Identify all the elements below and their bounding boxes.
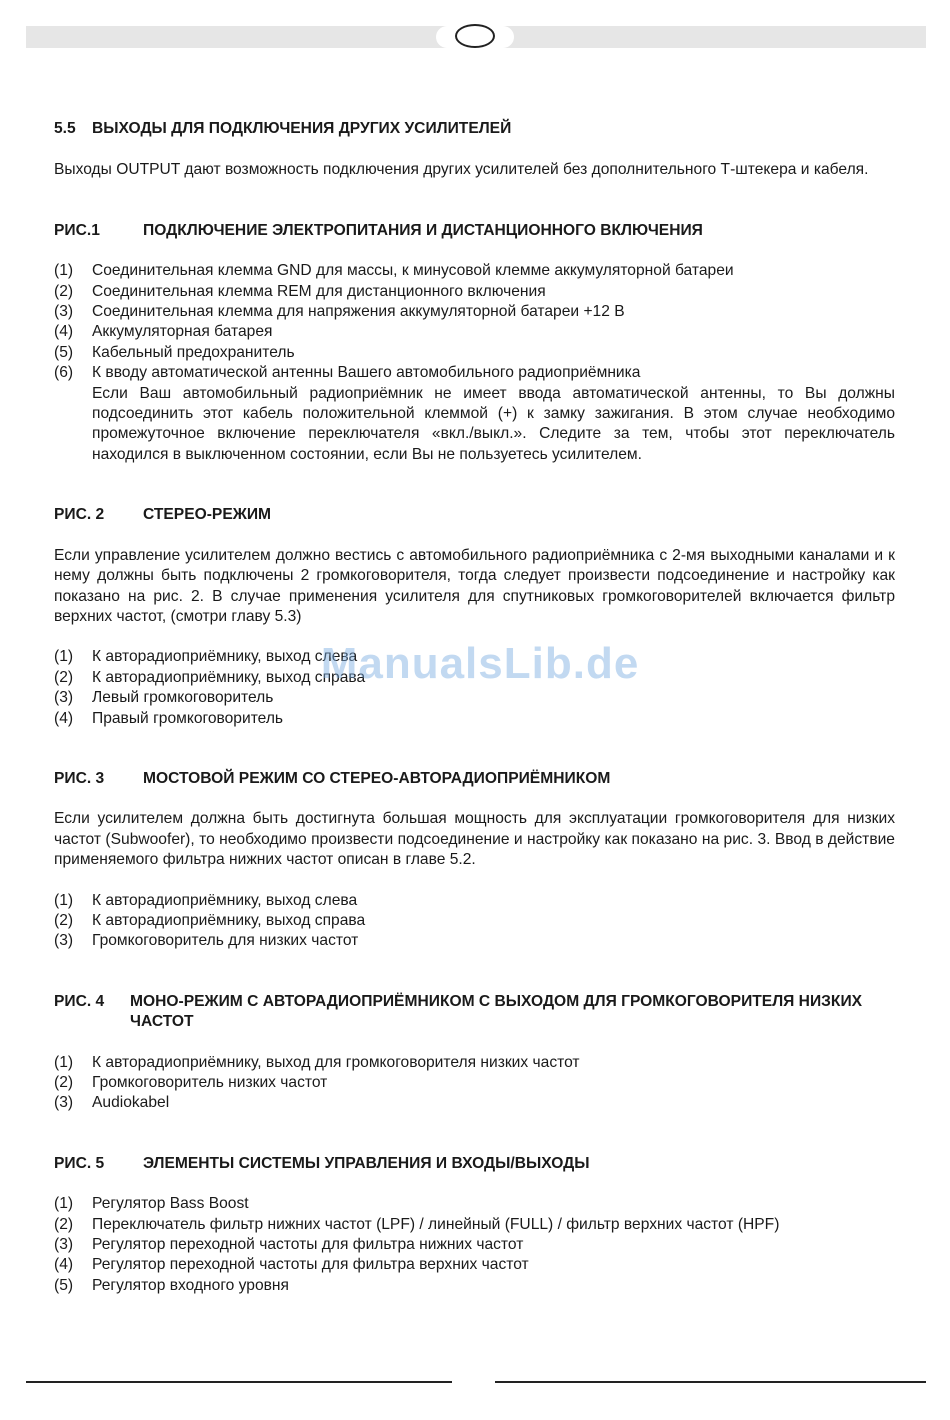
list-item: (1) Соединительная клемма GND для массы, к минусовой клемме аккумуляторной батареи [54,262,734,280]
list-item: (3) Audiokabel [54,1094,170,1112]
fig4-heading [54,992,895,1033]
fig4-list [54,1053,895,1114]
fig3-number: РИС. 3 [54,769,105,787]
fig3-paragraph: Если усилителем должна быть достигнута большая мощность для эксплуатации громкоговорителя для низких частот (Subwoofer), то необходимо произвести подсоединение и настройку как показано на рис. 3. Ввод в действие применяемого фильтра нижних частот описан в главе 5.2. [54,810,895,869]
fig3-title: МОСТОВОЙ РЕЖИМ СО СТЕРЕО-АВТОРАДИОПРИЁМНИКОМ [143,769,611,787]
list-item: (2) К авторадиоприёмнику, выход справа [54,911,366,929]
fig5-title: ЭЛЕМЕНТЫ СИСТЕМЫ УПРАВЛЕНИЯ И ВХОДЫ/ВЫХОДЫ [143,1154,590,1172]
fig4-title: МОНО-РЕЖИМ С АВТОРАДИОПРИЁМНИКОМ С ВЫХОДОМ ДЛЯ ГРОМКОГОВОРИТЕЛЯ НИЗКИХ ЧАСТОТ [130,992,863,1031]
list-item: (3) Регулятор переходной частоты для фильтра нижних частот [54,1236,524,1254]
section-5-5-heading [54,119,895,139]
list-item: (1) К авторадиоприёмнику, выход слева [54,891,358,909]
list-item: (1) К авторадиоприёмнику, выход слева [54,648,358,666]
section-5-5-paragraph: Выходы OUTPUT дают возможность подключения других усилителей без дополнительного Т-штекера и кабеля. [54,161,869,179]
fig1-note: Если Ваш автомобильный радиоприёмник не имеет ввода автоматической антенны, то Вы должны подсоединить этот кабель положительной клеммой (+) к замку зажигания. В этом случае необходимо промежуточное включение переключателя «вкл./выкл.». Следите за тем, чтобы этот переключатель находился в выключенном состоянии, если Вы не пользуетесь усилителем. [92,384,895,463]
fig5-list [54,1194,895,1296]
list-item: (2) Переключатель фильтр нижних частот (LPF) / линейный (FULL) / фильтр верхних частот (HPF) [54,1215,780,1233]
section-title: ВЫХОДЫ ДЛЯ ПОДКЛЮЧЕНИЯ ДРУГИХ УСИЛИТЕЛЕЙ [92,120,512,137]
fig2-heading [54,505,895,525]
fig2-paragraph: Если управление усилителем должно вестись с автомобильного радиоприёмника с 2-мя выходными каналами и к нему должны быть подключены 2 громкоговорителя, тогда следует произвести подсоединение и настройку как показано на рис. 2. В случае применения усилителя для спутниковых громкоговорителей включается фильтр верхних частот, (смотри главу 5.3) [54,546,895,625]
language-oval-badge [455,24,495,48]
header-bar-right [494,26,926,48]
footer-line-left [26,1381,452,1383]
page-content [54,119,895,1296]
list-item: (5) Регулятор входного уровня [54,1276,289,1294]
fig3-heading [54,769,895,789]
list-item: (2) Соединительная клемма REM для дистанционного включения [54,282,546,300]
fig2-title: СТЕРЕО-РЕЖИМ [143,506,272,524]
list-item: (4) Регулятор переходной частоты для фильтра верхних частот [54,1256,529,1274]
list-item: (4) Аккумуляторная батарея [54,323,273,341]
list-item: (1) Регулятор Bass Boost [54,1195,249,1213]
list-item: (1) К авторадиоприёмнику, выход для громкоговорителя низких частот [54,1053,580,1071]
fig5-heading [54,1154,895,1174]
list-item: (6) К вводу автоматической антенны Вашего автомобильного радиоприёмника [54,364,641,382]
list-item: (3) Громкоговоритель для низких частот [54,932,359,950]
fig1-title: ПОДКЛЮЧЕНИЕ ЭЛЕКТРОПИТАНИЯ И ДИСТАНЦИОННОГО ВКЛЮЧЕНИЯ [143,221,703,239]
footer-line-right [495,1381,926,1383]
fig1-list [54,261,895,465]
fig5-number: РИС. 5 [54,1154,105,1172]
list-item: (2) К авторадиоприёмнику, выход справа [54,668,366,686]
list-item: (4) Правый громкоговоритель [54,709,284,727]
fig1-heading [54,221,895,241]
list-item: (5) Кабельный предохранитель [54,343,295,361]
list-item: (2) Громкоговоритель низких частот [54,1074,328,1091]
watermark: ManualsLib.de [320,639,640,688]
list-item: (3) Левый громкоговоритель [54,689,274,707]
fig4-number: РИС. 4 [54,992,105,1010]
fig2-number: РИС. 2 [54,506,105,524]
header-bar-left [26,26,456,48]
fig1-number: РИС.1 [54,221,100,239]
section-number: 5.5 [54,120,76,137]
fig3-list [54,891,895,952]
list-item: (3) Соединительная клемма для напряжения аккумуляторной батареи +12 В [54,303,625,321]
